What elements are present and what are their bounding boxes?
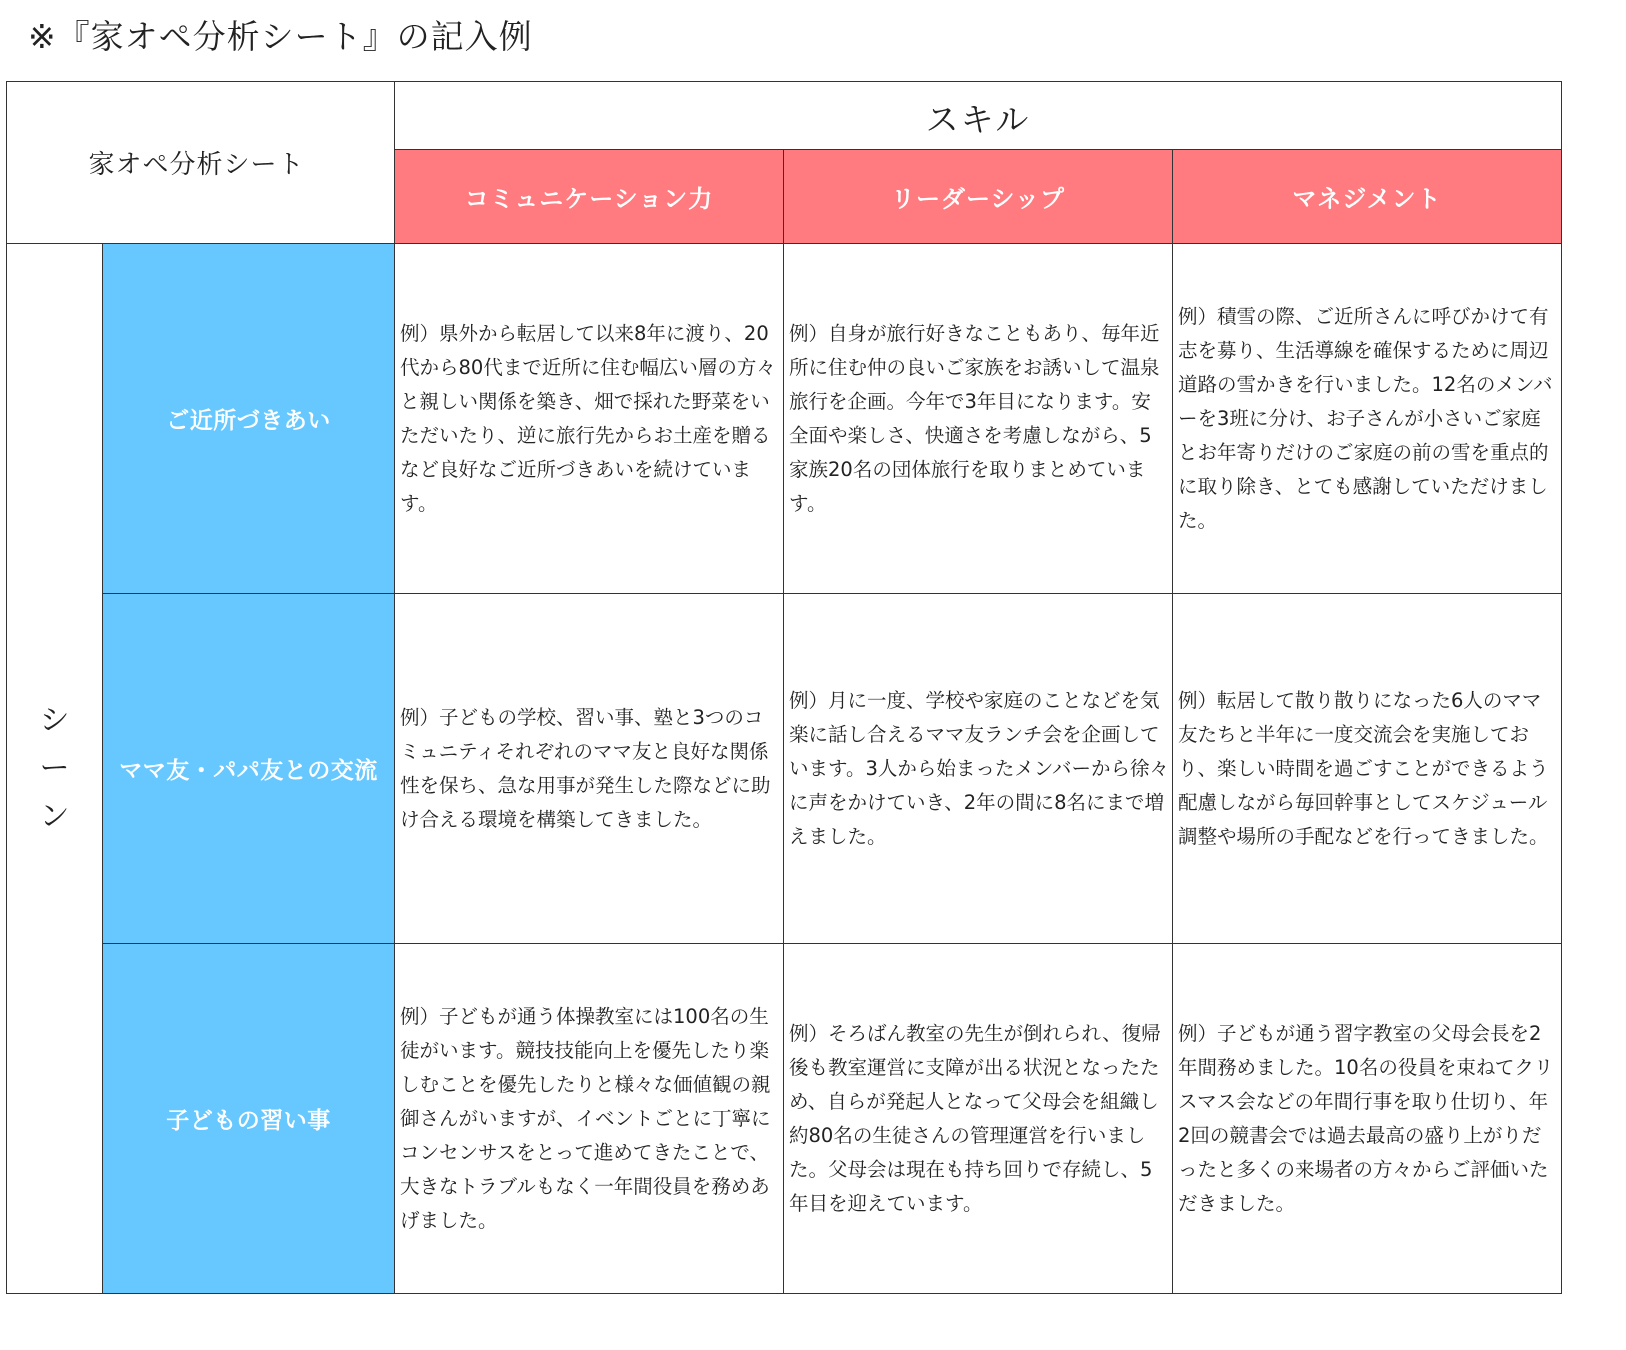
skill-column-communication: コミュニケーション力 — [395, 150, 784, 244]
example-cell: 例）月に一度、学校や家庭のことなどを気楽に話し合えるママ友ランチ会を企画しています。3人から始まったメンバーから徐々に声をかけていき、2年の間に8名にまで増えました。 — [784, 594, 1173, 944]
skill-column-management: マネジメント — [1173, 150, 1562, 244]
example-cell: 例）転居して散り散りになった6人のママ友たちと半年に一度交流会を実施しており、楽しい時間を過ごすことができるよう配慮しながら毎回幹事としてスケジュール調整や場所の手配などを行ってきました。 — [1173, 594, 1562, 944]
example-cell: 例）子どもの学校、習い事、塾と3つのコミュニティそれぞれのママ友と良好な関係性を保ち、急な用事が発生した際などに助け合える環境を構築してきました。 — [395, 594, 784, 944]
page-title: ※『家オペ分析シート』の記入例 — [28, 17, 533, 56]
example-cell: 例）子どもが通う習字教室の父母会長を2年間務めました。10名の役員を束ねてクリスマス会などの年間行事を取り仕切り、年2回の競書会では過去最高の盛り上がりだったと多くの来場者の方々からご評価いただきました。 — [1173, 944, 1562, 1294]
skill-header: スキル — [395, 82, 1562, 150]
table-row — [7, 594, 1562, 944]
table-row — [7, 944, 1562, 1294]
skill-column-leadership: リーダーシップ — [784, 150, 1173, 244]
example-cell: 例）自身が旅行好きなこともあり、毎年近所に住む仲の良いご家族をお誘いして温泉旅行を企画。今年で3年目になります。安全面や楽しさ、快適さを考慮しながら、5家族20名の団体旅行を取りまとめています。 — [784, 244, 1173, 594]
example-cell: 例）子どもが通う体操教室には100名の生徒がいます。競技技能向上を優先したり楽しむことを優先したりと様々な価値観の親御さんがいますが、イベントごとに丁寧にコンセンサスをとって進めてきたことで、大きなトラブルもなく一年間役員を務めあげました。 — [395, 944, 784, 1294]
analysis-sheet-table — [6, 81, 1562, 1294]
sheet-name-cell: 家オペ分析シート — [7, 82, 395, 244]
row-label-parent-friends: ママ友・パパ友との交流 — [103, 594, 395, 944]
table-row — [7, 244, 1562, 594]
example-cell: 例）県外から転居して以来8年に渡り、20代から80代まで近所に住む幅広い層の方々と親しい関係を築き、畑で採れた野菜をいただいたり、逆に旅行先からお土産を贈るなど良好なご近所づきあいを続けています。 — [395, 244, 784, 594]
example-cell: 例）そろばん教室の先生が倒れられ、復帰後も教室運営に支障が出る状況となったため、自らが発起人となって父母会を組織し約80名の生徒さんの管理運営を行いました。父母会は現在も持ち回りで存続し、5年目を迎えています。 — [784, 944, 1173, 1294]
row-label-neighborhood: ご近所づきあい — [103, 244, 395, 594]
scene-label: シーン — [39, 702, 70, 834]
header-row-skill — [7, 82, 1562, 150]
row-label-kids-lessons: 子どもの習い事 — [103, 944, 395, 1294]
scene-label-cell — [7, 244, 103, 1294]
example-cell: 例）積雪の際、ご近所さんに呼びかけて有志を募り、生活導線を確保するために周辺道路の雪かきを行いました。12名のメンバーを3班に分け、お子さんが小さいご家庭とお年寄りだけのご家庭の前の雪を重点的に取り除き、とても感謝していただけました。 — [1173, 244, 1562, 594]
